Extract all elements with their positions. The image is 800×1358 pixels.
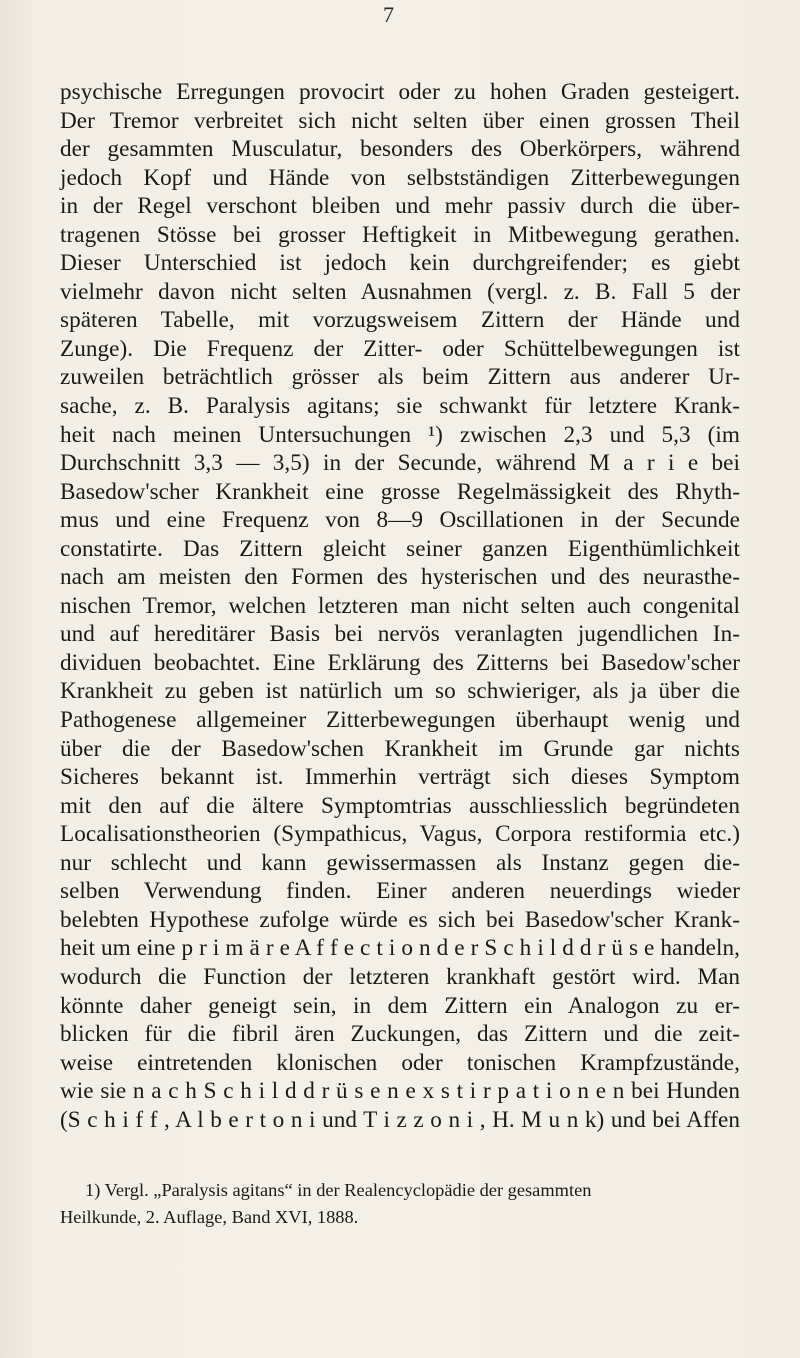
text-line: nur schlecht und kann gewissermassen als Instanz gegen die- <box>60 849 740 876</box>
text-line: heit um eine p r i m ä r e A f f e c t i o n d e r S c h i l d d r ü s e handeln, <box>60 935 740 962</box>
text-line: mit den auf die ältere Symptomtrias ausschliesslich begründeten <box>60 792 740 819</box>
text-line: mus und eine Frequenz von 8—9 Oscillationen in der Secunde <box>60 507 740 534</box>
text-line: Der Tremor verbreitet sich nicht selten über einen grossen Theil <box>60 107 740 134</box>
text-line: blicken für die fibril ären Zuckungen, das Zittern und die zeit- <box>60 1021 740 1048</box>
text-line: weise eintretenden klonischen oder tonischen Krampfzustände, <box>60 1049 740 1076</box>
text-line: Dieser Unterschied ist jedoch kein durchgreifender; es giebt <box>60 250 740 277</box>
text-line: Krankheit zu geben ist natürlich um so schwieriger, als ja über die <box>60 678 740 705</box>
text-line: tragenen Stösse bei grosser Heftigkeit in Mitbewegung gerathen. <box>60 221 740 248</box>
footnote <box>60 1177 740 1231</box>
text-line: Durchschnitt 3,3 — 3,5) in der Secunde, während M a r i e bei <box>60 450 740 477</box>
text-line: könnte daher geneigt sein, in dem Zittern ein Analogon zu er- <box>60 992 740 1019</box>
text-line: selben Verwendung finden. Einer anderen neuerdings wieder <box>60 878 740 905</box>
text-line: Sicheres bekannt ist. Immerhin verträgt sich dieses Symptom <box>60 764 740 791</box>
text-line: heit nach meinen Untersuchungen ¹) zwischen 2,3 und 5,3 (im <box>60 421 740 448</box>
text-line: und auf hereditärer Basis bei nervös veranlagten jugendlichen In- <box>60 621 740 648</box>
text-line: späteren Tabelle, mit vorzugsweisem Zittern der Hände und <box>60 307 740 334</box>
text-line: belebten Hypothese zufolge würde es sich bei Basedow'scher Krank- <box>60 906 740 933</box>
footnote-line: 1) Vergl. „Paralysis agitans“ in der Realencyclopädie der gesammten <box>85 1180 592 1200</box>
text-line: Zunge). Die Frequenz der Zitter- oder Schüttelbewegungen ist <box>60 335 740 362</box>
text-line: über die der Basedow'schen Krankheit im Grunde gar nichts <box>60 735 740 762</box>
text-line: sache, z. B. Paralysis agitans; sie schwankt für letztere Krank- <box>60 393 740 420</box>
text-line: dividuen beobachtet. Eine Erklärung des Zitterns bei Basedow'scher <box>60 649 740 676</box>
text-line: nischen Tremor, welchen letzteren man nicht selten auch congenital <box>60 592 740 619</box>
text-line: (S c h i f f , A l b e r t o n i und T i z z o n i , H. M u n k) und bei Affen <box>60 1106 740 1133</box>
main-text-block <box>60 78 740 1134</box>
text-line: wodurch die Function der letzteren krankhaft gestört wird. Man <box>60 963 740 990</box>
text-line: vielmehr davon nicht selten Ausnahmen (vergl. z. B. Fall 5 der <box>60 278 740 305</box>
text-line: wie sie n a c h S c h i l d d r ü s e n e x s t i r p a t i o n e n bei Hunden <box>60 1078 740 1105</box>
text-line: jedoch Kopf und Hände von selbstständigen Zitterbewegungen <box>60 164 740 191</box>
text-line: Pathogenese allgemeiner Zitterbewegungen überhaupt wenig und <box>60 707 740 734</box>
text-line: in der Regel verschont bleiben und mehr passiv durch die über- <box>60 193 740 220</box>
text-line: Localisationstheorien (Sympathicus, Vagus, Corpora restiformia etc.) <box>60 821 740 848</box>
footnote-line: Heilkunde, 2. Auflage, Band XVI, 1888. <box>60 1207 359 1227</box>
page-number: 7 <box>383 2 394 27</box>
text-line: psychische Erregungen provocirt oder zu hohen Graden gesteigert. <box>60 79 740 105</box>
text-line: nach am meisten den Formen des hysterischen und des neurasthe- <box>60 564 740 591</box>
text-line: zuweilen beträchtlich grösser als beim Zittern aus anderer Ur- <box>60 364 740 391</box>
text-line: Basedow'scher Krankheit eine grosse Regelmässigkeit des Rhyth- <box>60 478 740 505</box>
text-line: constatirte. Das Zittern gleicht seiner ganzen Eigenthümlichkeit <box>60 535 740 562</box>
text-line: der gesammten Musculatur, besonders des Oberkörpers, während <box>60 136 740 163</box>
